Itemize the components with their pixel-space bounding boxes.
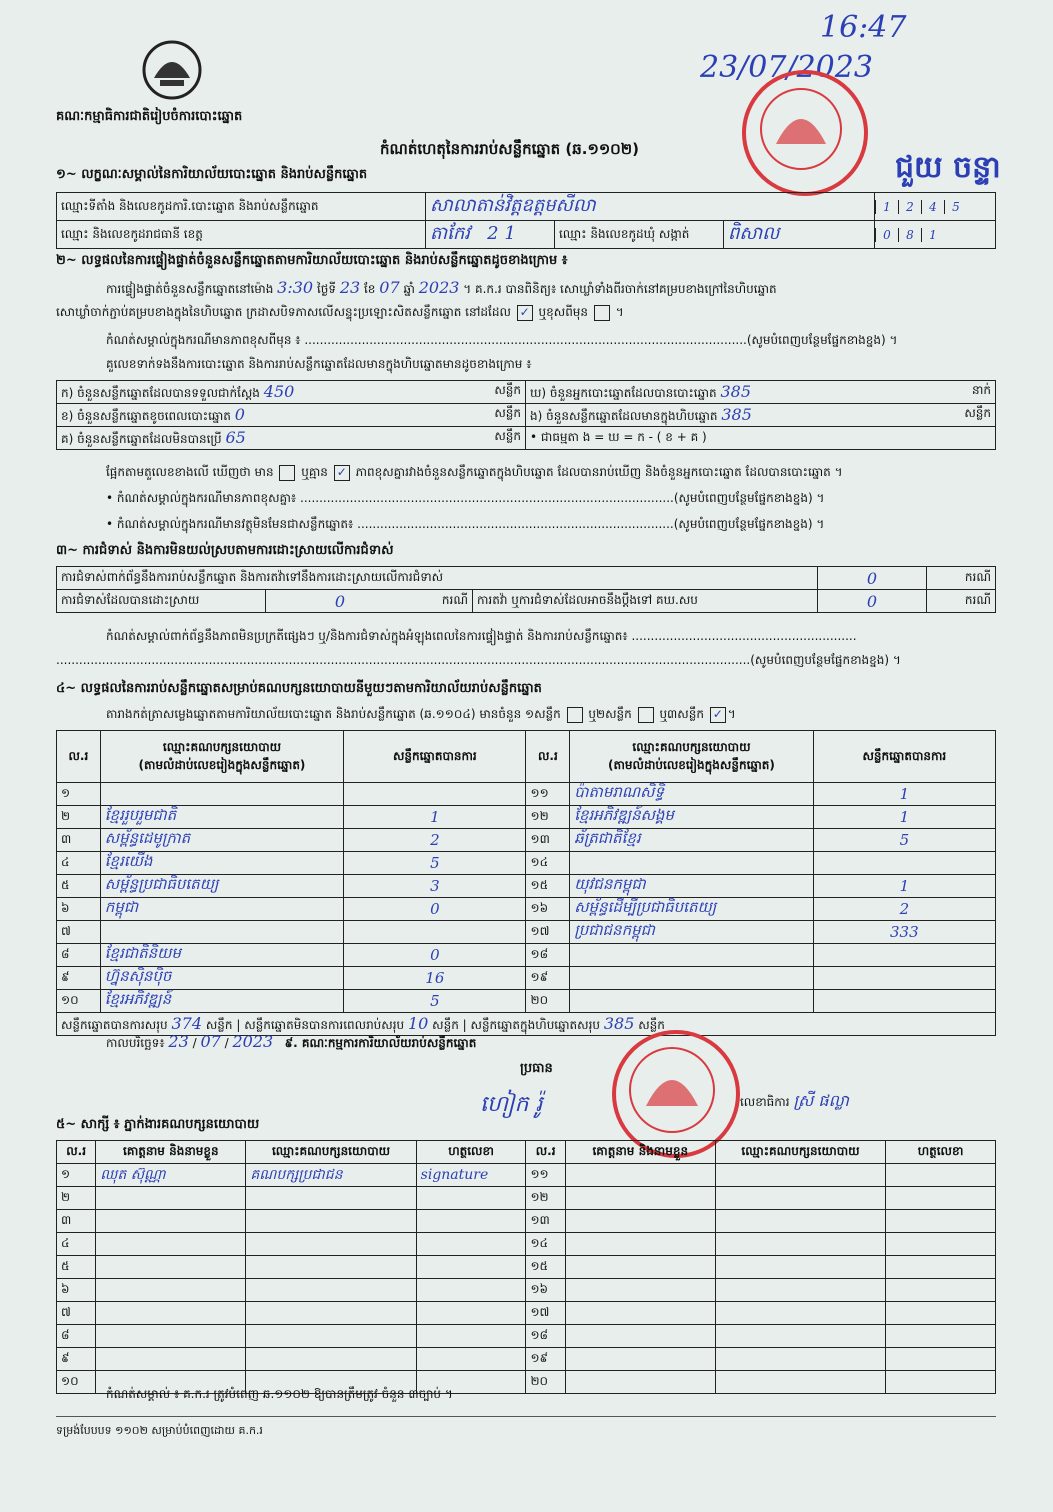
row-no: ១៨ <box>526 944 570 967</box>
party-votes <box>813 990 995 1013</box>
count-a-value: 450 <box>263 381 295 401</box>
row-no: ៦ <box>57 898 101 921</box>
total-box-unit: សន្លឹក <box>638 1017 665 1032</box>
party-votes: 333 <box>813 921 995 944</box>
party-votes <box>344 783 526 806</box>
party-name: ប៉ាតាមរាណសិទ្ធិ <box>570 783 813 806</box>
witness-empty-cell <box>565 1325 715 1348</box>
party-votes: 5 <box>813 829 995 852</box>
row-no: ៤ <box>57 852 101 875</box>
witness-no: ៧ <box>57 1302 96 1325</box>
w-col-party-r: ឈ្មោះគណបក្សនយោបាយ <box>715 1141 885 1164</box>
compare-none: ឬគ្មាន <box>301 465 328 479</box>
witness-empty-cell <box>715 1302 885 1325</box>
count-e-label: ង) ចំនួនសន្លឹកឆ្នោតដែលមានក្នុងហិបឆ្នោត <box>530 408 718 423</box>
witness-sign: signature <box>416 1164 526 1187</box>
count-c-label: គ) ចំនួនសន្លឹកឆ្នោតដែលមិនបានប្រើ <box>61 431 222 446</box>
commune-digit: 8 <box>898 228 921 242</box>
witness-no: ១០ <box>57 1371 96 1394</box>
witness-empty-cell <box>565 1210 715 1233</box>
code-digit: 4 <box>921 200 944 214</box>
witness-row <box>57 1348 996 1371</box>
witness-empty-cell <box>886 1302 996 1325</box>
witness-row <box>57 1164 996 1187</box>
col-party-title: ឈ្មោះគណបក្សនយោបាយ <box>162 739 282 754</box>
section4-intro: តារាងកត់ត្រាសម្លេងឆ្នោតតាមការិយាល័យបោះឆ្នោត និងរាប់សន្លឹកឆ្នោត (ឆ.១១០៤) មានចំនួន ១សន្លឹក ឬ២សន្លឹក ឬ៣សន្លឹក ✓ ។ <box>106 706 736 721</box>
code-digit: 2 <box>898 200 921 214</box>
party-votes <box>813 967 995 990</box>
witness-name <box>96 1210 246 1233</box>
intro-three: ឬ៣សន្លឹក <box>659 707 704 721</box>
section5-heading: ៥~ សាក្សី ៖ ភ្នាក់ងារគណបក្សនយោបាយ <box>56 1117 260 1132</box>
objection-unit: ករណី <box>927 567 996 590</box>
para2-text: សោឃ្លាំចាក់ភ្ជាប់គម្របខាងក្នុងនៃហិបឆ្នោត ក្រដាសបិទភាសលើសន្ទុះប្រឡោះសិតសន្លឹកឆ្នោត នៅដដែល <box>56 305 511 319</box>
two-sheet-checkbox[interactable] <box>638 707 654 723</box>
party-votes: 2 <box>813 898 995 921</box>
row-no: ១ <box>57 783 101 806</box>
intro-two: ឬ២សន្លឹក <box>588 707 632 721</box>
signing-date: កាលបរិច្ឆេទ៖ 23 / 07 / 2023 ៩. គណៈកម្មការការិយាល័យរាប់សន្លឹកឆ្នោត <box>106 1032 477 1051</box>
result-row <box>57 990 996 1013</box>
witness-party <box>246 1348 416 1371</box>
province-name: តាកែវ <box>430 223 470 244</box>
section2-para2: សោឃ្លាំចាក់ភ្ជាប់គម្របខាងក្នុងនៃហិបឆ្នោត ក្រដាសបិទភាសលើសន្ទុះប្រឡោះសិតសន្លឹកឆ្នោត នៅដដែល ✓ ឬខុសពីមុន ។ <box>56 304 624 319</box>
witness-sign <box>416 1233 526 1256</box>
col-no-left: ល.រ <box>57 731 101 783</box>
party-votes: 1 <box>344 806 526 829</box>
witness-party: គណបក្សប្រជាជន <box>246 1164 416 1187</box>
witness-no: ១៨ <box>526 1325 565 1348</box>
count-a-unit: សន្លឹក <box>494 382 521 397</box>
result-row <box>57 944 996 967</box>
witness-sign <box>416 1302 526 1325</box>
witness-party <box>246 1233 416 1256</box>
party-name: ហ្វ៊ុនស៊ិនប៉ិច <box>100 967 343 990</box>
w-col-no-r: ល.រ <box>526 1141 565 1164</box>
section2-note1: • កំណត់សម្គាល់ក្នុងករណីមានភាពខុសគ្នា៖ ..................................................................................................(សូមបំពេញបន្ថែមផ្នែកខាងខ្នង) ។ <box>106 491 825 505</box>
witness-no: ១៦ <box>526 1279 565 1302</box>
col-party-sub: (តាមលំដាប់លេខរៀងក្នុងសន្លឹកឆ្នោត) <box>608 757 775 772</box>
witness-empty-cell <box>715 1348 885 1371</box>
witness-no: ៨ <box>57 1325 96 1348</box>
party-name: យុវជនកម្ពុជា <box>570 875 813 898</box>
total-box: 385 <box>603 1013 635 1033</box>
col-votes-right: សន្លឹកឆ្នោតបានការ <box>813 731 995 783</box>
witness-empty-cell <box>715 1187 885 1210</box>
witness-no: ១២ <box>526 1187 565 1210</box>
handwritten-time: 16:47 <box>820 10 907 45</box>
totals-row: សន្លឹកឆ្នោតបានការសរុប 374 សន្លឹក | សន្លឹកឆ្នោតមិនបានការពេលរាប់សរុប 10 សន្លឹក | សន្លឹកឆ្នោតក្នុងហិបឆ្នោតសរុប 385 សន្លឹក <box>57 1013 996 1036</box>
witness-row <box>57 1302 996 1325</box>
secretary <box>740 1090 849 1114</box>
ballot-count-table <box>56 380 996 450</box>
party-votes <box>813 852 995 875</box>
witness-empty-cell <box>886 1233 996 1256</box>
result-row <box>57 783 996 806</box>
row-no: ១៦ <box>526 898 570 921</box>
location-label: ឈ្មោះទីតាំង និងលេខកូដការិ.បោះឆ្នោត និងរាប់សន្លឹកឆ្នោត <box>57 193 426 221</box>
witness-name: ឈុត ស៊ុណ្ណា <box>96 1164 246 1187</box>
date-month: 07 <box>200 1032 221 1051</box>
resolved-label: ការជំទាស់ដែលបានដោះស្រាយ <box>57 590 266 613</box>
col-votes-left: សន្លឹកឆ្នោតបានការ <box>344 731 526 783</box>
count-c-unit: សន្លឹក <box>494 428 521 443</box>
witness-name <box>96 1325 246 1348</box>
date-day: 23 <box>168 1032 189 1051</box>
witness-empty-cell <box>886 1279 996 1302</box>
col-no-right: ល.រ <box>526 731 570 783</box>
party-name: សម្ព័ន្ធប្រជាធិបតេយ្យ <box>100 875 343 898</box>
party-name <box>570 990 813 1013</box>
check-day: 23 <box>339 278 361 297</box>
objection-table <box>56 566 996 613</box>
witness-name <box>96 1279 246 1302</box>
witness-empty-cell <box>715 1371 885 1394</box>
witness-name <box>96 1233 246 1256</box>
three-sheet-checkbox[interactable]: ✓ <box>710 707 726 723</box>
witness-empty-cell <box>715 1256 885 1279</box>
witness-sign <box>416 1348 526 1371</box>
w-col-sign-r: ហត្ថលេខា <box>886 1141 996 1164</box>
row-no: ២ <box>57 806 101 829</box>
count-d <box>526 381 996 404</box>
witness-empty-cell <box>715 1164 885 1187</box>
count-d-value: 385 <box>720 381 751 401</box>
witness-row <box>57 1279 996 1302</box>
para1-month-label: ខែ <box>364 282 376 296</box>
count-formula: • ជាធម្មតា ង = ឃ = ក - ( ខ + គ ) <box>526 427 996 450</box>
province-value <box>426 221 555 249</box>
objection-label: ការជំទាស់ពាក់ព័ន្ធនឹងការរាប់សន្លឹកឆ្នោត និងការតវ៉ាទៅនឹងការដោះស្រាយលើការជំទាស់ <box>57 567 818 590</box>
party-name: ឆ័ត្រជាតិខ្មែរ <box>570 829 813 852</box>
count-b-unit: សន្លឹក <box>494 405 521 420</box>
witness-party <box>246 1279 416 1302</box>
row-no: ៩ <box>57 967 101 990</box>
witness-empty-cell <box>886 1210 996 1233</box>
party-name <box>570 967 813 990</box>
party-name: សម្ព័ន្ធដេមូក្រាត <box>100 829 343 852</box>
section3-note2: ......................................................................................................................................................................................(សូមបំពេញបន្ថែមផ្នែកខាងខ្នង) ។ <box>56 653 901 667</box>
witness-sign <box>416 1279 526 1302</box>
witness-sign <box>416 1256 526 1279</box>
witness-no: ១៥ <box>526 1256 565 1279</box>
party-name: ប្រជាជនកម្ពុជា <box>570 921 813 944</box>
commune-label: ឈ្មោះ និងលេខកូដឃុំ សង្កាត់ <box>555 221 724 249</box>
row-no: ២០ <box>526 990 570 1013</box>
counting-committee: ៩. គណៈកម្មការការិយាល័យរាប់សន្លឹកឆ្នោត <box>284 1036 477 1050</box>
results-table <box>56 730 996 1036</box>
count-e <box>526 404 996 427</box>
page-title: កំណត់ហេតុនៃការរាប់សន្លឹកឆ្នោត (ឆ.១១០២) <box>380 140 640 158</box>
witness-empty-cell <box>715 1210 885 1233</box>
witness-party <box>246 1187 416 1210</box>
intro-text: តារាងកត់ត្រាសម្លេងឆ្នោតតាមការិយាល័យបោះឆ្នោត និងរាប់សន្លឹកឆ្នោត (ឆ.១១០៤) មានចំនួន ១សន្លឹក <box>106 707 561 721</box>
witness-row <box>57 1187 996 1210</box>
witness-empty-cell <box>715 1279 885 1302</box>
row-no: ១៧ <box>526 921 570 944</box>
section4-heading: ៤~ លទ្ធផលនៃការរាប់សន្លឹកឆ្នោតសម្រាប់គណបក្សនយោបាយនីមួយៗតាមការិយាល័យរាប់សន្លឹកឆ្នោត <box>56 681 542 696</box>
section2-para4: គួលេខទាក់ទងនឹងការបោះឆ្នោត និងការរាប់សន្លឹកឆ្នោតដែលមានក្នុងហិបឆ្នោតមានដូចខាងក្រោម ៖ <box>106 357 532 371</box>
party-name: ខ្មែរអភិវឌ្ឍន៍សង្គម <box>570 806 813 829</box>
total-box-label: សន្លឹកឆ្នោតក្នុងហិបឆ្នោតសរុប <box>470 1017 601 1032</box>
check-time: 3:30 <box>277 278 314 297</box>
witness-no: ១៧ <box>526 1302 565 1325</box>
witness-row <box>57 1325 996 1348</box>
total-invalid-label: សន្លឹកឆ្នោតមិនបានការពេលរាប់សរុប <box>244 1017 405 1032</box>
official-stamp-top <box>742 70 868 196</box>
witness-no: ៩ <box>57 1348 96 1371</box>
total-invalid: 10 <box>407 1013 429 1033</box>
row-no: ៥ <box>57 875 101 898</box>
witness-name <box>96 1348 246 1371</box>
party-name: កម្ពុជា <box>100 898 343 921</box>
witness-row <box>57 1210 996 1233</box>
witness-party <box>246 1302 416 1325</box>
row-no: ១៤ <box>526 852 570 875</box>
witness-sign <box>416 1187 526 1210</box>
party-votes <box>813 944 995 967</box>
w-col-name-r: គោត្តនាម និងនាមខ្លួន <box>565 1141 715 1164</box>
objection-value: 0 <box>818 567 927 590</box>
party-votes: 1 <box>813 875 995 898</box>
chair-signature: ហៀក រ៉ូ <box>480 1092 543 1117</box>
row-no: ១០ <box>57 990 101 1013</box>
count-e-value: 385 <box>721 404 752 424</box>
count-e-unit: សន្លឹក <box>964 405 991 420</box>
row-no: ១៣ <box>526 829 570 852</box>
different-checkbox[interactable] <box>594 305 610 321</box>
appeal-value: 0 <box>818 590 927 613</box>
col-party-left <box>100 731 343 783</box>
result-row <box>57 852 996 875</box>
witness-empty-cell <box>886 1371 996 1394</box>
official-stamp-bottom <box>612 1030 740 1158</box>
commune-digit: 0 <box>875 228 898 242</box>
witness-empty-cell <box>565 1233 715 1256</box>
section3-note: កំណត់សម្គាល់ពាក់ព័ន្ធនឹងភាពមិនប្រក្រតីផ្សេងៗ ឬ/និងការជំទាស់ក្នុងអំឡុងពេលនៃការផ្ទៀងផ្ទាត់ និងការរាប់សន្លឹកឆ្នោត៖ ........................................................... <box>106 629 857 643</box>
province-digit: 2 <box>487 223 499 244</box>
witness-name <box>96 1256 246 1279</box>
party-name <box>100 921 343 944</box>
footer-form: ទម្រង់បែបបទ ១១០២ សម្រាប់បំពេញដោយ គ.ក.រ <box>56 1424 263 1437</box>
party-name <box>570 944 813 967</box>
handwritten-date: 23/07/2023 <box>700 50 873 85</box>
para1-year-label: ឆ្នាំ <box>403 282 415 296</box>
row-no: ៣ <box>57 829 101 852</box>
witness-row <box>57 1233 996 1256</box>
secretary-label: លេខាធិការ <box>740 1095 790 1109</box>
count-b-value: 0 <box>234 404 245 424</box>
party-name <box>100 783 343 806</box>
row-no: ៨ <box>57 944 101 967</box>
date-label: កាលបរិច្ឆេទ៖ <box>106 1036 165 1050</box>
result-row <box>57 921 996 944</box>
party-votes: 5 <box>344 852 526 875</box>
w-col-name: គោត្តនាម និងនាមខ្លួន <box>96 1141 246 1164</box>
code-digit: 5 <box>944 200 967 214</box>
commune-code <box>875 221 996 249</box>
witness-table <box>56 1140 996 1394</box>
party-votes: 2 <box>344 829 526 852</box>
witness-no: ២០ <box>526 1371 565 1394</box>
witness-empty-cell <box>565 1164 715 1187</box>
commune-digit: 1 <box>921 228 944 242</box>
location-code <box>875 193 996 221</box>
section1-heading: ១~ លក្ខណៈសម្គាល់នៃការិយាល័យបោះឆ្នោត និងរាប់សន្លឹកឆ្នោត <box>56 167 368 182</box>
count-b-label: ខ) ចំនួនសន្លឹកឆ្នោតខូចពេលបោះឆ្នោត <box>61 408 231 423</box>
witness-name <box>96 1187 246 1210</box>
witness-empty-cell <box>886 1187 996 1210</box>
para1-end: ។ គ.ក.រ បានពិនិត្យ៖ សោឃ្លាំទាំងពីរចាក់នៅគម្របខាងក្រៅនៃហិបឆ្នោត <box>463 282 777 296</box>
witness-empty-cell <box>565 1256 715 1279</box>
section2-compare <box>106 464 843 482</box>
compare-text: ផ្អែកតាមតួលេខខាងលើ ឃើញថា មាន <box>106 465 274 479</box>
party-votes: 0 <box>344 898 526 921</box>
total-valid: 374 <box>171 1013 203 1033</box>
col-party-sub: (តាមលំដាប់លេខរៀងក្នុងសន្លឹកឆ្នោត) <box>138 757 306 772</box>
count-a <box>57 381 526 404</box>
row-no: ១១ <box>526 783 570 806</box>
compare-end: ភាពខុសគ្នារវាងចំនួនសន្លឹកឆ្នោតក្នុងហិបឆ្នោត ដែលបានរាប់ឃើញ និងចំនួនអ្នកបោះឆ្នោត ដែលបានបោះឆ្នោត ។ <box>355 465 843 479</box>
row-no: ៧ <box>57 921 101 944</box>
witness-no: ១៤ <box>526 1233 565 1256</box>
witness-empty-cell <box>565 1371 715 1394</box>
col-party-title: ឈ្មោះគណបក្សនយោបាយ <box>632 739 751 754</box>
witness-no: ៣ <box>57 1210 96 1233</box>
witness-empty-cell <box>565 1187 715 1210</box>
witness-no: ២ <box>57 1187 96 1210</box>
result-row <box>57 829 996 852</box>
witness-empty-cell <box>565 1302 715 1325</box>
no-difference-checkbox[interactable]: ✓ <box>334 465 350 481</box>
party-name: ខ្មែរយើង <box>100 852 343 875</box>
witness-empty-cell <box>886 1348 996 1371</box>
witness-row <box>57 1256 996 1279</box>
result-row <box>57 967 996 990</box>
emblem-logo <box>140 38 204 102</box>
province-digit: 1 <box>504 223 516 244</box>
witness-no: ៤ <box>57 1233 96 1256</box>
section2-heading: ២~ លទ្ធផលនៃការផ្ទៀងផ្ទាត់ចំនួនសន្លឹកឆ្នោតតាមការិយាល័យបោះឆ្នោត និងរាប់សន្លឹកឆ្នោតដូចខាងក្រោម ៖ <box>56 253 568 268</box>
witness-no: ១១ <box>526 1164 565 1187</box>
party-votes <box>344 921 526 944</box>
resolved-unit: ករណី <box>414 590 473 613</box>
same-checkbox[interactable]: ✓ <box>517 305 533 321</box>
party-votes: 1 <box>813 783 995 806</box>
row-no: ១៥ <box>526 875 570 898</box>
party-name: សម្ព័ន្ធដើម្បីប្រជាធិបតេយ្យ <box>570 898 813 921</box>
para1-day-label: ថ្ងៃទី <box>316 282 336 296</box>
witness-no: ១៣ <box>526 1210 565 1233</box>
commune-value: ពិសាល <box>724 221 875 249</box>
has-difference-checkbox[interactable] <box>279 465 295 481</box>
one-sheet-checkbox[interactable] <box>567 707 583 723</box>
party-name: ខ្មែររួបរួមជាតិ <box>100 806 343 829</box>
check-month: 07 <box>379 278 400 297</box>
result-row <box>57 875 996 898</box>
section2-para3: កំណត់សម្គាល់ក្នុងករណីមានភាពខុសពីមុន ៖ ....................................................................................................................(សូមបំពេញបន្ថែមផ្នែកខាងខ្នង) ។ <box>106 333 898 347</box>
count-d-unit: នាក់ <box>971 382 991 397</box>
witness-party <box>246 1210 416 1233</box>
result-row <box>57 806 996 829</box>
witness-sign <box>416 1210 526 1233</box>
row-no: ១២ <box>526 806 570 829</box>
total-valid-unit: សន្លឹក <box>205 1017 233 1032</box>
witness-no: ៦ <box>57 1279 96 1302</box>
footer-divider <box>56 1416 996 1417</box>
witness-empty-cell <box>715 1325 885 1348</box>
chair-label: ប្រធាន <box>520 1061 553 1076</box>
result-row <box>57 898 996 921</box>
witness-party <box>246 1325 416 1348</box>
code-digit: 1 <box>875 200 898 214</box>
section1-table <box>56 192 996 249</box>
witness-party <box>246 1256 416 1279</box>
w-col-no: ល.រ <box>57 1141 96 1164</box>
party-votes: 3 <box>344 875 526 898</box>
count-a-label: ក) ចំនួនសន្លឹកឆ្នោតដែលបានទទួលជាក់ស្តែង <box>61 385 260 400</box>
witness-empty-cell <box>565 1279 715 1302</box>
section3-heading: ៣~ ការជំទាស់ និងការមិនយល់ស្របតាមការដោះស្រាយលើការជំទាស់ <box>56 543 394 558</box>
para2-different: ឬខុសពីមុន <box>538 305 589 319</box>
seat-label: ជួយ ចន្ទា <box>895 150 1001 185</box>
appeal-unit: ករណី <box>927 590 996 613</box>
party-name: ខ្មែរអភិវឌ្ឍន៍ <box>100 990 343 1013</box>
count-d-label: ឃ) ចំនួនអ្នកបោះឆ្នោតដែលបានបោះឆ្នោត <box>530 385 717 400</box>
party-votes: 5 <box>344 990 526 1013</box>
witness-empty-cell <box>715 1233 885 1256</box>
province-label: ឈ្មោះ និងលេខកូដរាជធានី ខេត្ត <box>57 221 426 249</box>
witness-empty-cell <box>565 1348 715 1371</box>
party-votes: 16 <box>344 967 526 990</box>
para1-text: ការផ្ទៀងផ្ទាត់ចំនួនសន្លឹកឆ្នោតនៅម៉ោង <box>106 282 274 296</box>
col-party-right <box>570 731 813 783</box>
count-b <box>57 404 526 427</box>
total-invalid-unit: សន្លឹក <box>432 1017 459 1032</box>
party-votes: 0 <box>344 944 526 967</box>
party-votes: 1 <box>813 806 995 829</box>
w-col-party: ឈ្មោះគណបក្សនយោបាយ <box>246 1141 416 1164</box>
check-year: 2023 <box>418 278 460 297</box>
row-no: ១៩ <box>526 967 570 990</box>
witness-name <box>96 1302 246 1325</box>
witness-no: ១ <box>57 1164 96 1187</box>
witness-empty-cell <box>886 1256 996 1279</box>
w-col-sign: ហត្ថលេខា <box>416 1141 526 1164</box>
committee-name: គណៈកម្មាធិការជាតិរៀបចំការបោះឆ្នោត <box>56 109 243 124</box>
witness-no: ១៩ <box>526 1348 565 1371</box>
location-value: សាលាតាន់វិត្តឧត្តមសីលា <box>426 193 875 221</box>
witness-no: ៥ <box>57 1256 96 1279</box>
appeal-label: ការតវ៉ា ឬការជំទាស់ដែលអាចនឹងប្តឹងទៅ គឃ.សប <box>473 590 818 613</box>
footer-note: កំណត់សម្គាល់ ៖ គ.ក.រ ត្រូវបំពេញ ឆ.១១០២ ឱ្យបានត្រឹមត្រូវ ចំនួន ៣ច្បាប់ ។ <box>106 1387 453 1401</box>
date-year: 2023 <box>232 1032 274 1051</box>
party-name <box>570 852 813 875</box>
total-valid-label: សន្លឹកឆ្នោតបានការសរុប <box>61 1017 168 1032</box>
witness-sign <box>416 1325 526 1348</box>
resolved-value: 0 <box>266 590 415 613</box>
section2-note2: • កំណត់សម្គាល់ក្នុងករណីមានវត្ថុមិនមែនជាសន្លឹកឆ្នោត៖ ...................................................................................(សូមបំពេញបន្ថែមផ្នែកខាងខ្នង) ។ <box>106 517 825 531</box>
secretary-name: ស្រី ផល្លា <box>793 1091 849 1110</box>
count-c-value: 65 <box>225 427 246 447</box>
section2-para1 <box>106 278 777 299</box>
witness-empty-cell <box>886 1325 996 1348</box>
party-name: ខ្មែរជាតិនិយម <box>100 944 343 967</box>
count-c <box>57 427 526 450</box>
witness-empty-cell <box>886 1164 996 1187</box>
